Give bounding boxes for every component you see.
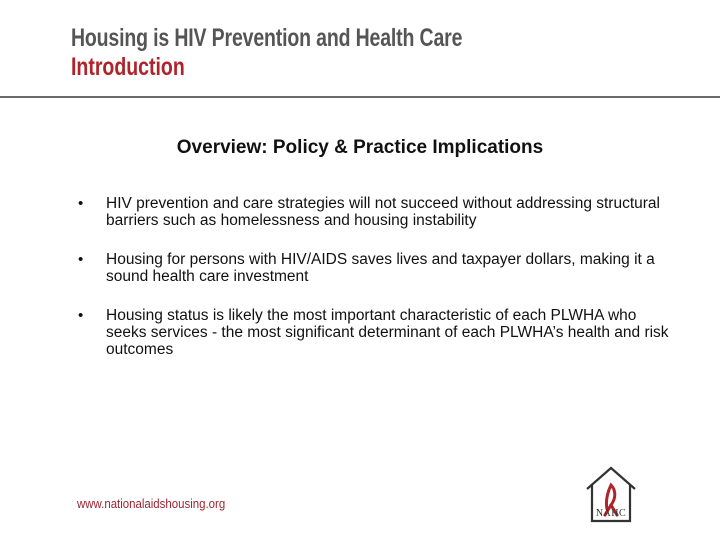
bullet-text: HIV prevention and care strategies will not succeed without addressing structural barriers such as homelessness and housing instability [106, 195, 660, 229]
slide-title: Housing is HIV Prevention and Health Care [71, 24, 463, 52]
bullet-list [76, 195, 676, 380]
bullet-icon: • [78, 195, 84, 212]
footer-website-link[interactable]: www.nationalaidshousing.org [77, 496, 226, 511]
bullet-item [76, 307, 676, 358]
bullet-text: Housing for persons with HIV/AIDS saves lives and taxpayer dollars, making it a sound health care investment [106, 251, 655, 285]
bullet-icon: • [78, 251, 84, 268]
logo-letters: NAHC [595, 508, 627, 519]
slide-subtitle: Introduction [71, 53, 185, 81]
nahc-house-logo-icon [585, 465, 637, 525]
bullet-icon: • [78, 307, 84, 324]
bullet-text: Housing status is likely the most important characteristic of each PLWHA who seeks services - the most significant determinant of each PLWHA’s health and risk outcomes [106, 307, 669, 358]
header-divider [0, 96, 720, 98]
bullet-item [76, 251, 676, 285]
section-heading: Overview: Policy & Practice Implications [176, 137, 544, 158]
bullet-item [76, 195, 676, 229]
